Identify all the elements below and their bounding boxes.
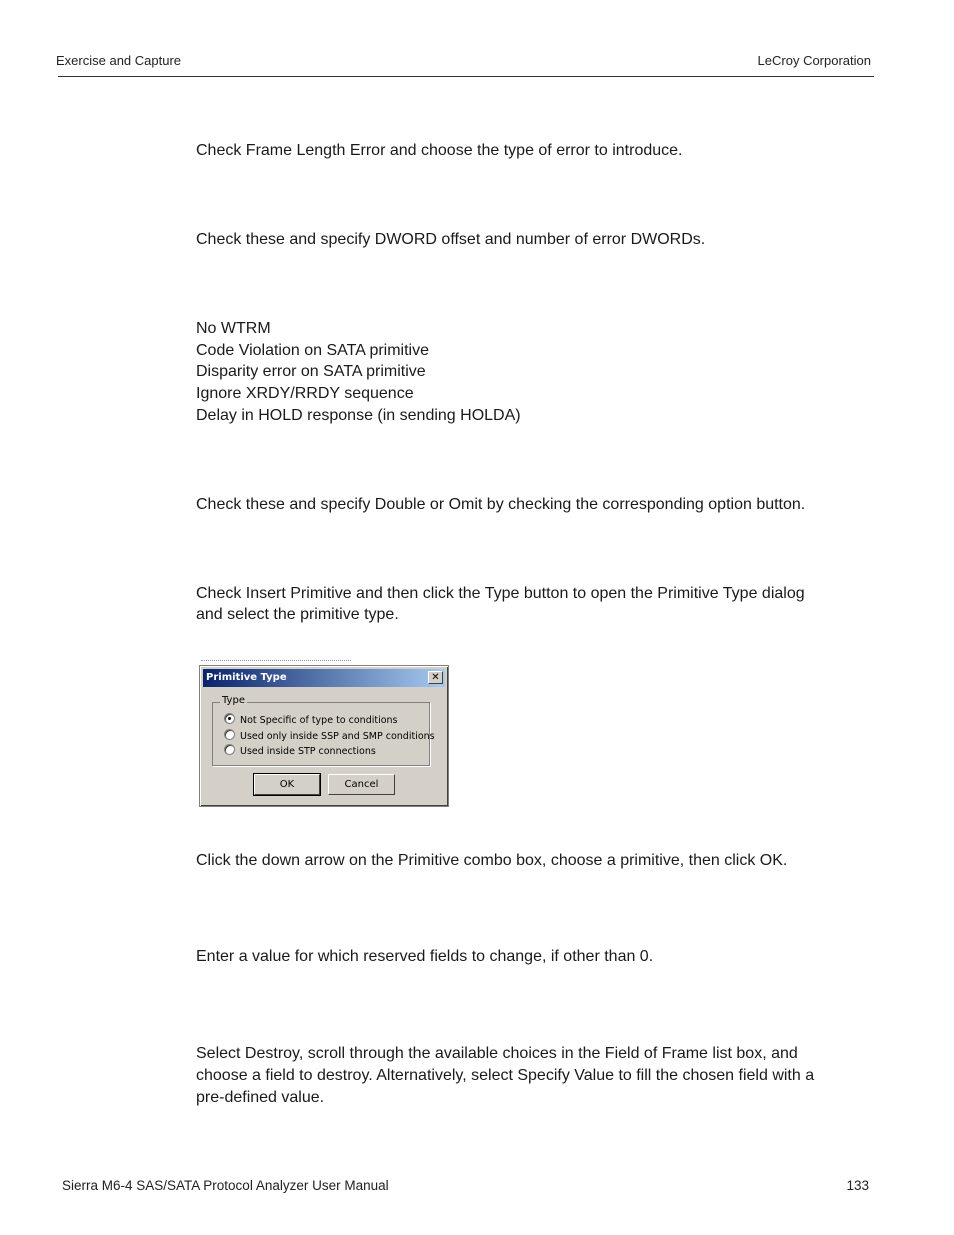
list-item: Ignore XRDY/RRDY sequence	[196, 385, 414, 402]
paragraph-frame-length: Check Frame Length Error and choose the type of error to introduce.	[196, 142, 683, 159]
dialog-title: Primitive Type	[206, 672, 287, 683]
paragraph-destroy-1: Select Destroy, scroll through the available choices in the Field of Frame list box, and	[196, 1045, 798, 1062]
list-item: Disparity error on SATA primitive	[196, 363, 426, 380]
type-group-label: Type	[222, 695, 245, 706]
radio-checked-icon[interactable]	[224, 713, 235, 724]
paragraph-dword-offset: Check these and specify DWORD offset and number of error DWORDs.	[196, 231, 706, 248]
paragraph-destroy-2: choose a field to destroy. Alternatively, select Specify Value to fill the chosen field with a	[196, 1067, 815, 1084]
cancel-button[interactable]: Cancel	[328, 774, 395, 795]
paragraph-insert-primitive-1: Check Insert Primitive and then click the Type button to open the Primitive Type dialog	[196, 585, 805, 602]
radio-icon[interactable]	[224, 744, 235, 755]
paragraph-insert-primitive-2: and select the primitive type.	[196, 606, 399, 623]
radio-stp[interactable]	[224, 744, 376, 757]
close-icon[interactable]: ✕	[428, 671, 443, 684]
header-divider	[58, 76, 874, 77]
page-number: 133	[846, 1178, 869, 1193]
paragraph-reserved-fields: Enter a value for which reserved fields to change, if other than 0.	[196, 948, 654, 965]
paragraph-destroy-3: pre-defined value.	[196, 1089, 325, 1106]
footer-title: Sierra M6-4 SAS/SATA Protocol Analyzer User Manual	[62, 1178, 389, 1193]
radio-label: Not Specific of type to conditions	[240, 715, 398, 726]
radio-not-specific[interactable]	[224, 713, 398, 726]
primitive-type-dialog	[199, 665, 449, 807]
dialog-titlebar	[203, 669, 445, 687]
radio-label: Used inside STP connections	[240, 746, 376, 757]
header-left: Exercise and Capture	[56, 53, 182, 68]
paragraph-primitive-combo: Click the down arrow on the Primitive combo box, choose a primitive, then click OK.	[196, 852, 788, 869]
list-item: No WTRM	[196, 320, 271, 337]
header-right: LeCroy Corporation	[757, 53, 871, 68]
list-item: Delay in HOLD response (in sending HOLDA)	[196, 407, 521, 424]
radio-ssp-smp[interactable]	[224, 729, 435, 742]
paragraph-double-omit: Check these and specify Double or Omit by checking the corresponding option button.	[196, 496, 806, 513]
radio-label: Used only inside SSP and SMP conditions	[240, 731, 435, 742]
list-item: Code Violation on SATA primitive	[196, 342, 430, 359]
radio-icon[interactable]	[224, 729, 235, 740]
ok-button[interactable]: OK	[254, 774, 320, 795]
